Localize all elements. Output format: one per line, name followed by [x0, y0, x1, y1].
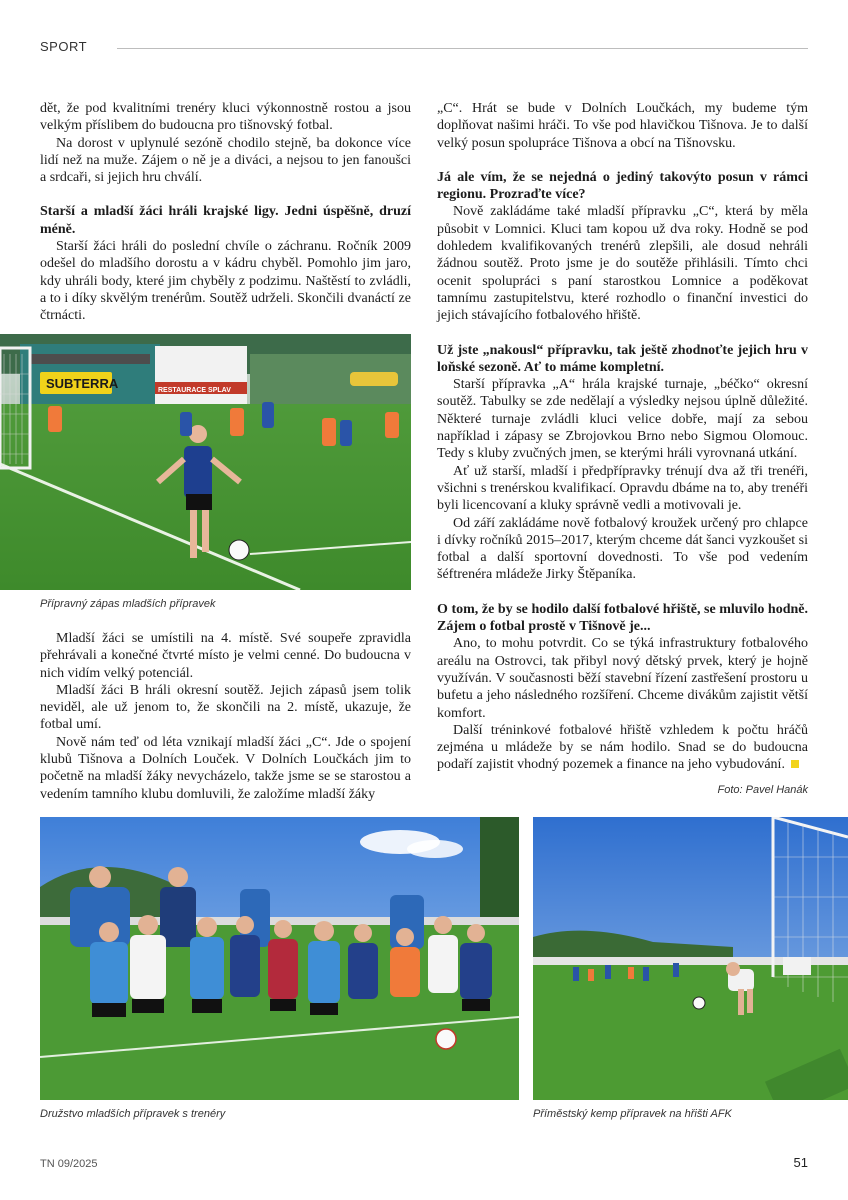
photo-caption: Přípravný zápas mladších přípravek: [40, 598, 216, 610]
paragraph: Mladší žáci B hráli okresní soutěž. Jejich zápasů jsem tolik neviděl, ale už jenom to, že skončili na 2. místě, ukazuje, že fotbal umí.: [40, 682, 411, 733]
closing-text: Další tréninkové fotbalové hřiště vzhledem k počtu hráčů zejména u mládeže by se nám hodilo. Snad se do budoucna podaří zajistit vhodný pozemek a finance na jeho vybudování.: [437, 722, 808, 773]
end-of-article-mark: [791, 760, 799, 768]
paragraph: Mladší žáci se umístili na 4. místě. Své soupeře zpravidla přehrávali a konečné čtvrté místo je velmi cenné. Do budoucna v nich vidím velký potenciál.: [40, 631, 411, 681]
photo-camp: [533, 817, 848, 1100]
practice-match-image: [0, 334, 411, 590]
question-heading: O tom, že by se hodilo další fotbalové hřiště, se mluvilo hodně. Zájem o fotbal prostě v Tišnově je...: [437, 601, 808, 635]
right-column: [437, 100, 808, 774]
paragraph: Ano, to mohu potvrdit. Co se týká infrastruktury fotbalového areálu na Ostrovci, tak přibyl nový dětský prvek, který je hojně využíván. V současnosti běží stavební řízení zastřešení prostoru u bufetu a jeho následného rozšíření. Chceme divákům zajistit větší komfort.: [437, 636, 808, 721]
photo-caption: Příměstský kemp přípravek na hřišti AFK: [533, 1108, 732, 1120]
photo-credit: Foto: Pavel Hanák: [717, 784, 808, 796]
banner-restaurant: RESTAURACE SPLAV: [158, 387, 231, 394]
banner-subterra: SUBTERRA: [46, 376, 119, 391]
paragraph: [437, 722, 808, 774]
photo-caption: Družstvo mladších přípravek s trenéry: [40, 1108, 226, 1120]
paragraph: Starší přípravka „A“ hrála krajské turnaje, „béčko“ okresní soutěž. Tabulky se zde nedělají a výsledky nejsou úplně důležité. Některé turnaje zvládli kluci velice dobře, mají za sebou například i zápasy se Zbrojovkou Brno nebo Sigmou Olomouc. Tedy s kluby zvučných jmen, se kterými hráli vyrovnaná utkání.: [437, 377, 808, 462]
left-column-top: [40, 100, 411, 325]
paragraph: Nově nám teď od léta vznikají mladší žáci „C“. Jde o spojení klubů Tišnova a Dolních Louček. V Dolních Loučkách jim to početně na mladší žáky nevycházelo, takže jsme se se starostou a vedením tamního klubu domluvili, že založíme mladší žáky: [40, 734, 411, 802]
paragraph: dět, že pod kvalitními trenéry kluci výkonnostně rostou a jsou velkým příslibem do budoucna pro tišnovský fotbal.: [40, 101, 411, 134]
photo-practice-match: [0, 334, 411, 590]
section-label: SPORT: [40, 39, 88, 54]
paragraph: „C“. Hrát se bude v Dolních Loučkách, my budeme tým doplňovat našimi hráči. To vše pod hlavičkou Tišnova. Je to další velký posun spolupráce Tišnova a obcí na Tišnovsku.: [437, 101, 808, 151]
photo-team: [40, 817, 519, 1100]
team-image: [40, 817, 519, 1100]
issue-number: TN 09/2025: [40, 1158, 98, 1170]
paragraph: Nově zakládáme také mladší přípravku „C“, která by měla působit v Lomnici. Kluci tam kopou už dva roky. Hodně se pod dohledem kvalifikovaných trenérů zlepšili, ale dosud nehráli žádnou soutěž. Proto jsme je do soutěže přihlásili. Tímto chci ocenit spolupráci s paní starostkou Lomnice a poděkovat tamnímu zastupitelstvu, které rozhodlo o finanční investici do jejich stávajícího fotbalového hřiště.: [437, 204, 808, 324]
header-divider: [117, 48, 808, 49]
paragraph: Ať už starší, mladší i předpřípravky trénují dva až tři trenéři, všichni s trenérskou kvalifikací. Opravdu dbáme na to, aby trenéři byli licencovaní a kluky správně vedli a motivovali je.: [437, 463, 808, 514]
paragraph: Od září zakládáme nově fotbalový kroužek určený pro chlapce i dívky ročníků 2015–2017, kterým chceme dát šanci vyzkoušet si fotbal a další sportovní dovednosti. To vše pod vedením šéftrenéra mládeže Jirky Štěpaníka.: [437, 515, 808, 583]
page-number: 51: [793, 1155, 808, 1170]
question-heading: Už jste „nakousl“ přípravku, tak ještě zhodnoťte jejich hru v loňské sezoně. Ať to máme kompletní.: [437, 342, 808, 375]
question-heading: Já ale vím, že se nejedná o jediný takovýto posun v rámci regionu. Prozraďte více?: [437, 169, 808, 203]
paragraph: Na dorost v uplynulé sezóně chodilo stejně, ba dokonce více lidí než na muže. Zájem o ně je a diváci, a nejsou to jen fanoušci a srdcaři, si jejich hru chválí.: [40, 135, 411, 186]
question-heading: Starší a mladší žáci hráli krajské ligy. Jedni úspěšně, druzí méně.: [40, 204, 411, 237]
left-column-bottom: [40, 630, 411, 803]
camp-image: [533, 817, 848, 1100]
paragraph: Starší žáci hráli do poslední chvíle o záchranu. Ročník 2009 odešel do mladšího dorostu a v kádru chyběl. Pomohlo jim jaro, kdy uhráli body, které jim chyběly z podzimu. Naštěstí to zvládli, a to i díky skvělým trenérům. Soutěž udrželi. Skončili dvanáctí ze čtrnácti.: [40, 239, 411, 324]
